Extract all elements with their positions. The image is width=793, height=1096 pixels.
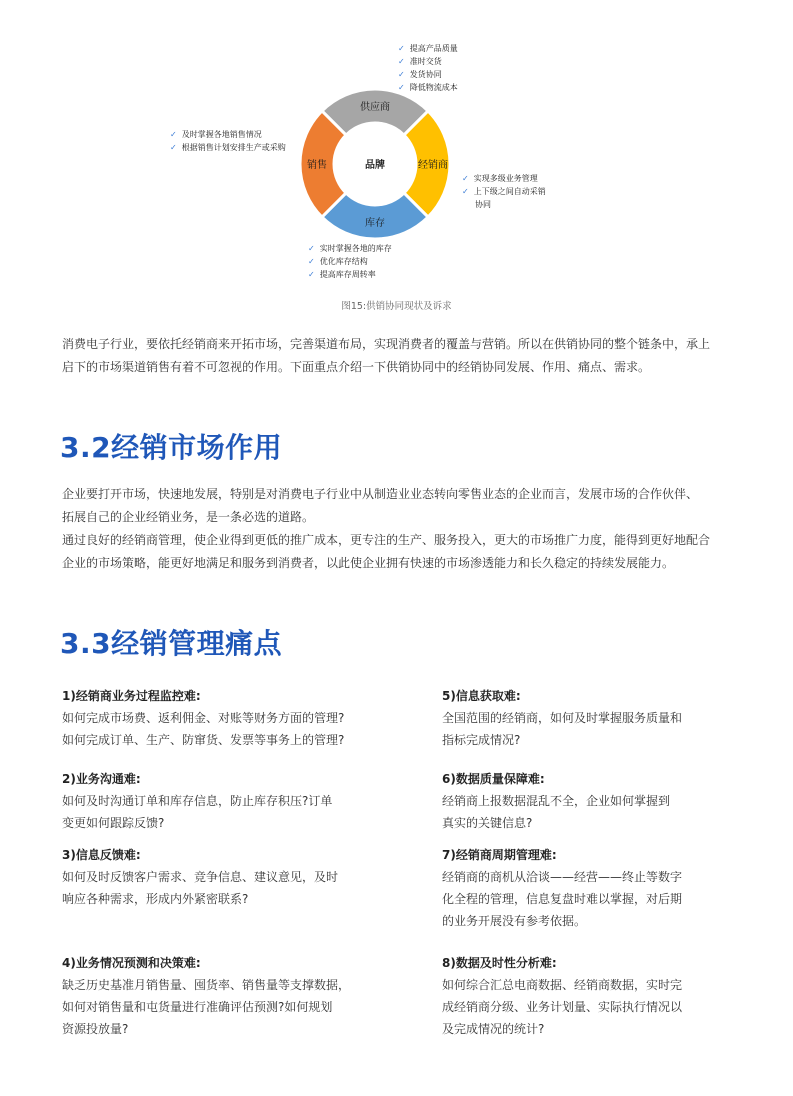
- pain-line: 变更如何跟踪反馈?: [62, 816, 165, 830]
- pain-line: 指标完成情况?: [442, 733, 521, 747]
- pain-title: 7)经销商周期管理难:: [442, 848, 557, 862]
- center-label: 品牌: [365, 160, 385, 171]
- pain-point-3: [62, 844, 362, 910]
- bullet-item: ✓ 上下级之间自动采销: [462, 187, 546, 196]
- pain-line: 真实的关键信息?: [442, 816, 533, 830]
- pain-title: 2)业务沟通难:: [62, 772, 141, 786]
- check-icon: ✓: [308, 270, 315, 279]
- segment-label: 供应商: [360, 102, 390, 113]
- figure-caption: 图15:供销协同现状及诉求: [341, 301, 452, 312]
- check-icon: ✓: [462, 174, 469, 183]
- check-icon: ✓: [398, 83, 405, 92]
- body-line: 拓展自己的企业经销业务，是一条必选的道路。: [62, 510, 315, 524]
- bullet-item: ✓ 实时掌握各地的库存: [308, 244, 392, 253]
- pain-title: 5)信息获取难:: [442, 689, 521, 703]
- pain-line: 的业务开展没有参考依据。: [442, 914, 587, 928]
- pain-title: 4)业务情况预测和决策难:: [62, 956, 201, 970]
- segment-label: 经销商: [418, 160, 448, 171]
- body-line: 企业要打开市场，快速地发展，特别是对消费电子行业中从制造业业态转向零售业态的企业而言，发展市场的合作伙伴、: [62, 487, 699, 501]
- pain-line: 成经销商分级、业务计划量、实际执行情况以: [442, 1000, 683, 1014]
- pain-line: 缺乏历史基准月销售量、囤货率、销售量等支撑数据，: [62, 978, 351, 992]
- check-icon: ✓: [170, 130, 177, 139]
- pain-point-7: [442, 844, 742, 932]
- pain-line: 如何完成市场费、返利佣金、对账等财务方面的管理?: [62, 711, 345, 725]
- section-3-2-body: [62, 483, 742, 575]
- body-line: 企业的市场策略，能更好地满足和服务到消费者，以此使企业拥有快速的市场渗透能力和长久稳定的持续发展能力。: [62, 556, 675, 570]
- pain-line: 化全程的管理，信息复盘时难以掌握，对后期: [442, 892, 683, 906]
- section-3-2-title: 3.2经销市场作用: [60, 431, 283, 464]
- pain-point-2: [62, 768, 362, 834]
- sales-bullets: [170, 128, 286, 154]
- bullet-item: ✓ 优化库存结构: [308, 257, 368, 266]
- check-icon: ✓: [398, 44, 405, 53]
- bullet-item: ✓ 实现多级业务管理: [462, 174, 538, 183]
- pain-line: 响应各种需求，形成内外紧密联系?: [62, 892, 249, 906]
- pain-line: 如何及时反馈客户需求、竞争信息、建议意见，及时: [62, 870, 339, 884]
- supply-sales-figure: [150, 30, 650, 290]
- dealer-bullets: [462, 172, 546, 211]
- check-icon: ✓: [462, 187, 469, 196]
- pain-point-5: [442, 685, 742, 751]
- pain-point-8: [442, 952, 742, 1040]
- check-icon: ✓: [398, 70, 405, 79]
- bullet-item: ✓ 降低物流成本: [398, 83, 458, 92]
- pain-line: 如何对销售量和屯货量进行准确评估预测?如何规划: [62, 1000, 333, 1014]
- body-line: 通过良好的经销商管理，使企业得到更低的推广成本，更专注的生产、服务投入，更大的市场推广力度，能得到更好地配合: [62, 533, 711, 547]
- pain-point-1: [62, 685, 362, 751]
- pain-title: 1)经销商业务过程监控难:: [62, 689, 201, 703]
- bullet-item: ✓ 发货协同: [398, 70, 442, 79]
- intro-line: 启下的市场渠道销售有着不可忽视的作用。下面重点介绍一下供销协同中的经销协同发展、作用、痛点、需求。: [62, 360, 651, 374]
- bullet-item: ✓ 提高库存周转率: [308, 270, 376, 279]
- pain-title: 3)信息反馈难:: [62, 848, 141, 862]
- check-icon: ✓: [308, 257, 315, 266]
- pain-line: 及完成情况的统计?: [442, 1022, 545, 1036]
- bullet-item: ✓ 根据销售计划安排生产或采购: [170, 143, 286, 152]
- check-icon: ✓: [308, 244, 315, 253]
- segment-label: 销售: [307, 160, 327, 171]
- check-icon: ✓: [170, 143, 177, 152]
- pain-title: 6)数据质量保障难:: [442, 772, 545, 786]
- pain-line: 全国范围的经销商，如何及时掌握服务质量和: [442, 711, 683, 725]
- bullet-item: 协同: [475, 200, 491, 209]
- pain-point-6: [442, 768, 742, 834]
- section-3-3-title: 3.3经销管理痛点: [60, 627, 283, 660]
- pain-line: 经销商上报数据混乱不全，企业如何掌握到: [442, 794, 671, 808]
- segment-label: 库存: [365, 218, 385, 229]
- pain-point-4: [62, 952, 362, 1040]
- intro-paragraph: [62, 333, 742, 379]
- pain-line: 如何及时沟通订单和库存信息，防止库存积压?订单: [62, 794, 333, 808]
- bullet-item: ✓ 及时掌握各地销售情况: [170, 130, 262, 139]
- inventory-bullets: [308, 242, 392, 281]
- pain-line: 资源投放量?: [62, 1022, 129, 1036]
- bullet-item: ✓ 准时交货: [398, 57, 442, 66]
- pain-title: 8)数据及时性分析难:: [442, 956, 557, 970]
- bullet-item: ✓ 提高产品质量: [398, 44, 458, 53]
- check-icon: ✓: [398, 57, 405, 66]
- pain-line: 如何完成订单、生产、防窜货、发票等事务上的管理?: [62, 733, 345, 747]
- supplier-bullets: [398, 42, 458, 94]
- intro-line: 消费电子行业，要依托经销商来开拓市场，完善渠道布局，实现消费者的覆盖与营销。所以在供销协同的整个链条中，承上: [62, 337, 711, 351]
- pain-line: 如何综合汇总电商数据、经销商数据，实时完: [442, 978, 683, 992]
- pain-line: 经销商的商机从洽谈——经营——终止等数字: [442, 870, 683, 884]
